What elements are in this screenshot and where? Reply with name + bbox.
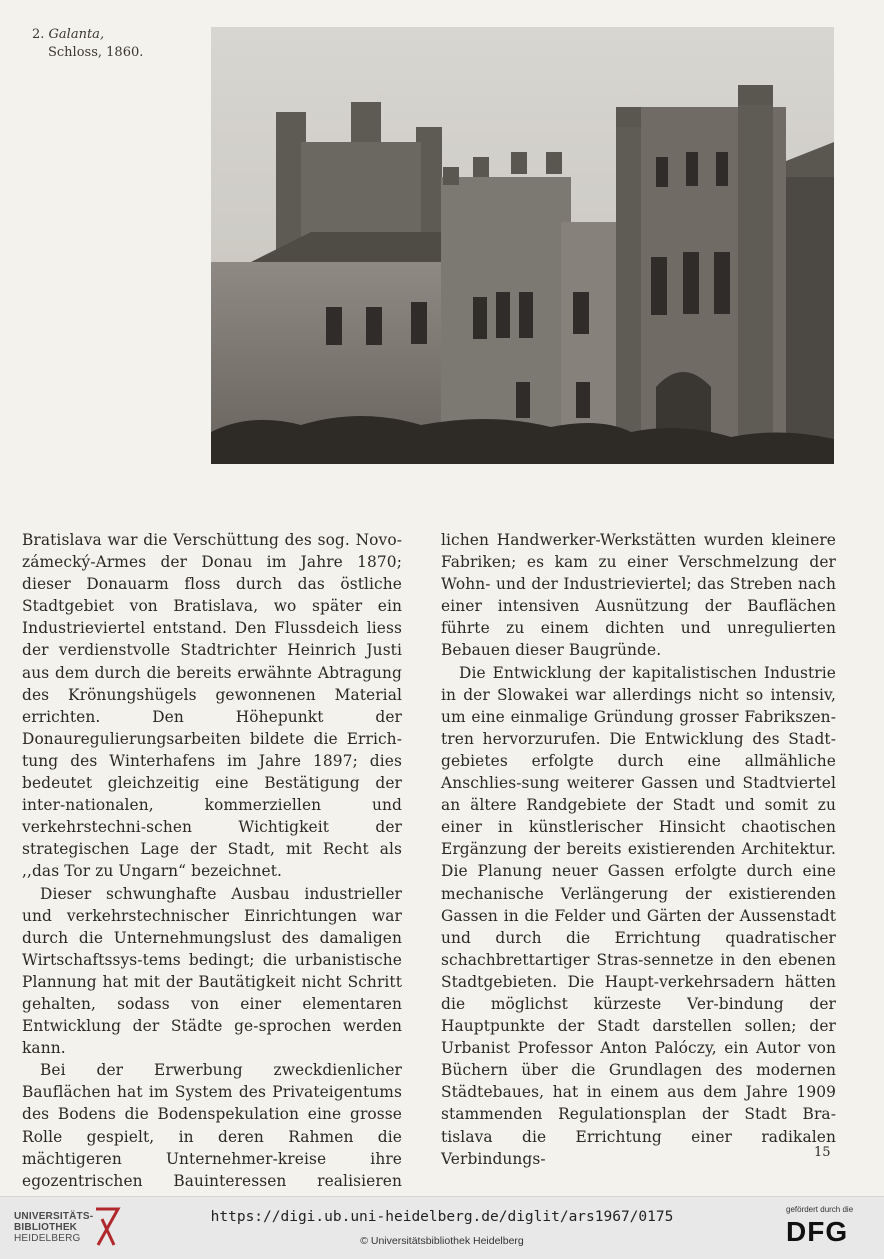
permalink-url[interactable]: https://digi.ub.uni-heidelberg.de/diglit/ars1967/0175	[210, 1209, 674, 1225]
sponsor-label: gefördert durch die	[786, 1205, 854, 1214]
paragraph: lichen Handwerker-Werkstätten wurden kleinere Fabriken; es kam zu einer Verschmelzung der Wohn- und der Industrieviertel; das Streben nach einer intensiven Ausnützung der Bauflächen führte zu einem dichten und unregulierten Bebauen dieser Baugründe.	[441, 531, 836, 660]
paragraph: Dieser schwunghafte Ausbau industrieller und verkehrstechnischer Einrichtungen war durch die Unternehmungslust des damaligen Wirtschaftssys-tems bedingt; die urbanistische Plannung hat mit der Bautätigkeit nicht Schritt gehalten, sodass von einer elementaren Entwicklung der Städte ge-sprochen werden kann.	[22, 884, 402, 1058]
footer-bar	[0, 1196, 884, 1259]
caption-number: 2.	[32, 27, 45, 42]
castle-photograph	[211, 27, 834, 464]
paragraph: Bei der Erwerbung zweckdienlicher Bauflächen hat im System des Privateigentums des Bodens die Bodenspekulation eine grosse Rolle gespielt, in deren Rahmen die mächtigeren Unternehmer-kreise ihre egozentrischen Bauinteressen realisieren	[22, 1061, 402, 1190]
paragraph: Bratislava war die Verschüttung des sog. Novo-zámecký-Armes der Donau im Jahre 1870; dieser Donauarm floss durch das östliche Stadtgebiet von Bratislava, wo später ein Industrieviertel entstand. Den Flussdeich liess der verdienstvolle Stadtrichter Heinrich Justi aus dem durch die bereits erwähnte Abtragung des Krönungshügels gewonnenen Material errichten. Den Höhepunkt der Donauregulierungsarbeiten bildete die Errich-tung des Winterhafens im Jahre 1897; dies bedeutet gleichzeitig eine Bestätigung der inter-nationalen, kommerziellen und verkehrstechni-schen Wichtigkeit der strategischen Lage der Stadt, mit Recht als ,,das Tor zu Ungarn“ bezeichnet.	[22, 531, 402, 881]
figure-caption	[32, 26, 143, 62]
dfg-logo[interactable]: DFG	[786, 1216, 849, 1247]
right-column	[441, 529, 836, 1170]
caption-subject: Schloss, 1860.	[48, 45, 144, 60]
library-logo-line: BIBLIOTHEK	[14, 1222, 78, 1233]
caption-place: Galanta,	[48, 27, 105, 42]
paragraph: Die Entwicklung der kapitalistischen Industrie in der Slowakei war allerdings nicht so intensiv, um eine einmalige Gründung grosser Fabrikszen-tren hervorzurufen. Die Entwicklung des Stadt-gebietes erfolgte durch eine allmähliche Anschlies-sung weiterer Gassen und Stadtviertel an ältere Randgebiete der Stadt und somit zu einer in künstlerischer Hinsicht chaotischen Ergänzung der bereits existierenden Architektur. Die Planung neuer Gassen erfolgte durch eine mechanische Verlängerung der existierenden Gassen in die Felder und Gärten der Aussenstadt und durch die Errichtung quadratischer schachbrettartiger Stras-sennetze in den ebenen Stadtgebieten. Die Haupt-verkehrsadern hätten die möglichst kürzeste Ver-bindung der Hauptpunkte der Stadt darstellen sollen; der Urbanist Professor Anton Palóczy, ein Autor von Büchern über die Grundlagen des modernen Städtebaues, hat in einem aus dem Jahre 1909 stammenden Regulationsplan der Stadt Bra-tislava die Errichtung einer radikalen Verbindungs-	[441, 663, 836, 1168]
copyright-text: © Universitätsbibliothek Heidelberg	[360, 1235, 524, 1247]
page-number: 15	[814, 1145, 831, 1160]
library-logo-line: HEIDELBERG	[14, 1233, 81, 1244]
photograph-castle-icon	[211, 27, 834, 464]
left-column	[22, 529, 402, 1214]
library-logo-line: UNIVERSITÄTS-	[14, 1211, 94, 1222]
